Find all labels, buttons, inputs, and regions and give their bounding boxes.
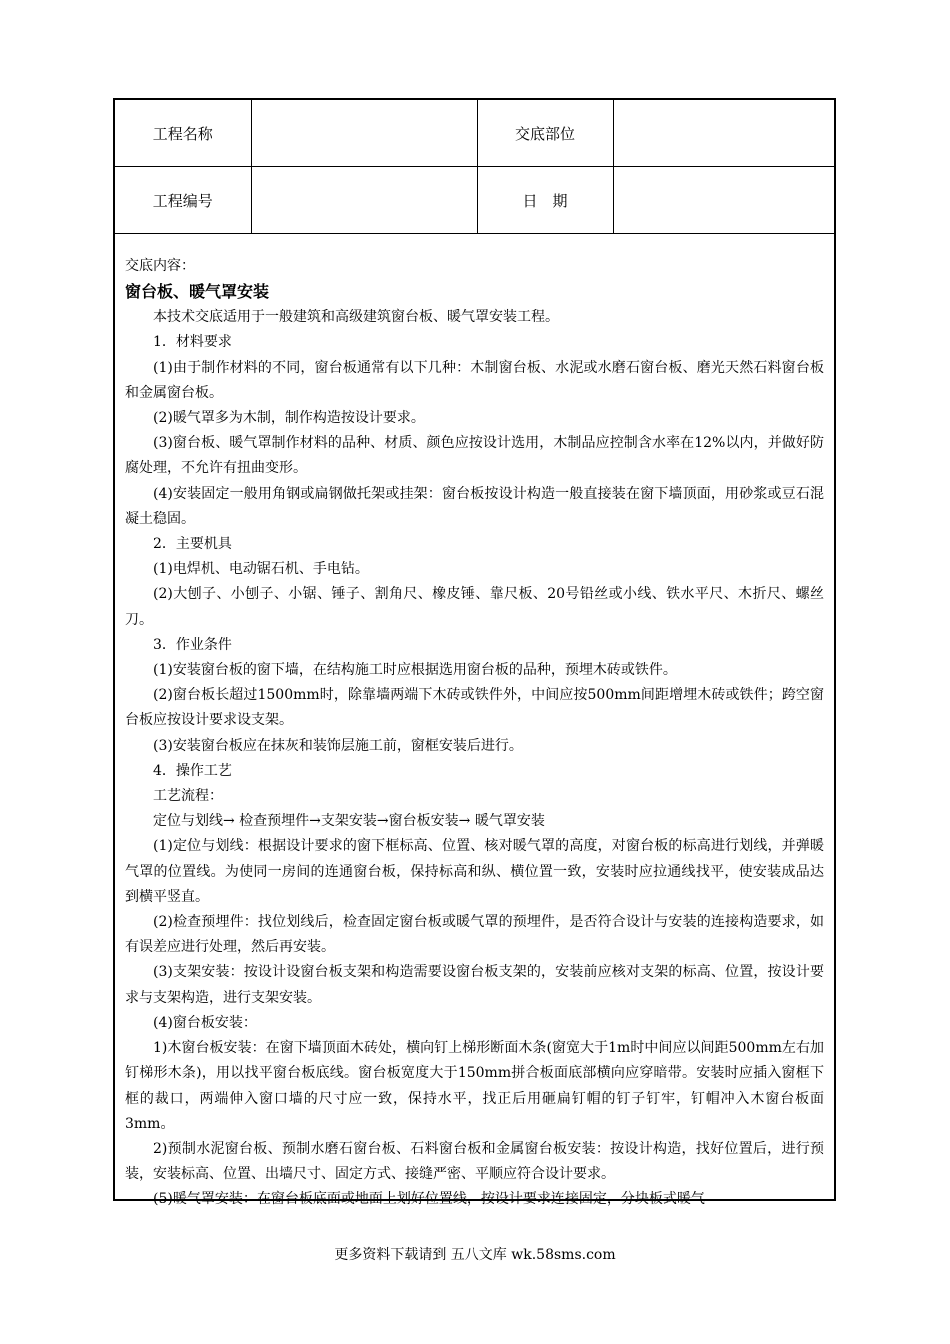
project-no-value <box>251 167 477 234</box>
process-flow: 定位与划线→ 检查预埋件→支架安装→窗台板安装→ 暖气罩安装 <box>153 813 545 830</box>
paragraph: (2)窗台板长超过1500mm时，除靠墙两端下木砖或铁件外，中间应按500mm间距增埋木砖或铁件；跨空窗台板应按设计要求设支架。 <box>125 687 824 729</box>
section-heading: 4．操作工艺 <box>153 762 232 779</box>
date-value <box>613 167 834 234</box>
paragraph: (4)安装固定一般用角钢或扁钢做托架或挂架：窗台板按设计构造一般直接装在窗下墙顶面，用砂浆或豆石混凝土稳固。 <box>125 485 824 527</box>
paragraph: (2)暖气罩多为木制，制作构造按设计要求。 <box>153 410 425 427</box>
project-no-label: 工程编号 <box>115 167 251 234</box>
handover-content <box>115 234 834 1213</box>
paragraph: (1)定位与划线：根据设计要求的窗下框标高、位置、核对暖气罩的高度，对窗台板的标高进行划线，并弹暖气罩的位置线。为使同一房间的连通窗台板，保持标高和纵、横位置一致，安装时应拉通线找平，使安装成品达到横平竖直。 <box>125 838 824 905</box>
section-heading: 2．主要机具 <box>153 536 232 553</box>
paragraph: (3)安装窗台板应在抹灰和装饰层施工前，窗框安装后进行。 <box>153 737 523 754</box>
paragraph: 1)木窗台板安装：在窗下墙顶面木砖处，横向钉上梯形断面木条(窗宽大于1m时中间应以间距500mm左右加钉梯形木条)，用以找平窗台板底线。窗台板宽度大于150mm拼合板面底部横向应穿暗带。安装时应插入窗框下框的裁口，两端伸入窗口墙的尺寸应一致，保持水平，找正后用砸扁钉帽的钉子钉牢，钉帽冲入木窗台板面3mm。 <box>125 1040 824 1132</box>
paragraph: (1)电焊机、电动锯石机、手电钻。 <box>153 561 369 578</box>
date-label: 日 期 <box>477 167 613 234</box>
paragraph: (4)窗台板安装： <box>153 1014 257 1031</box>
handover-part-label: 交底部位 <box>477 100 613 167</box>
paragraph: 本技术交底适用于一般建筑和高级建筑窗台板、暖气罩安装工程。 <box>153 309 559 326</box>
paragraph: 2)预制水泥窗台板、预制水磨石窗台板、石料窗台板和金属窗台板安装：按设计构造，找好位置后，进行预装，安装标高、位置、出墙尺寸、固定方式、接缝严密、平顺应符合设计要求。 <box>125 1140 824 1183</box>
paragraph: 工艺流程： <box>153 788 223 805</box>
footer-text: 更多资料下载请到 五八文库 wk.58sms.com <box>334 1247 616 1263</box>
paragraph: (2)检查预埋件：找位划线后，检查固定窗台板或暖气罩的预埋件，是否符合设计与安装的连接构造要求，如有误差应进行处理，然后再安装。 <box>125 914 824 956</box>
section-heading: 3．作业条件 <box>153 636 232 653</box>
handover-form <box>113 98 836 1208</box>
paragraph: (3)窗台板、暖气罩制作材料的品种、材质、颜色应按设计选用，木制品应控制含水率在12%以内，并做好防腐处理，不允许有扭曲变形。 <box>125 435 824 477</box>
paragraph: (3)支架安装：按设计设窗台板支架和构造需要设窗台板支架的，安装前应核对支架的标高、位置，按设计要求与支架构造，进行支架安装。 <box>125 964 824 1006</box>
project-name-value <box>251 100 477 167</box>
document-title: 窗台板、暖气罩安装 <box>125 282 270 302</box>
section-heading: 1．材料要求 <box>153 334 232 351</box>
paragraph: (1)由于制作材料的不同，窗台板通常有以下几种：木制窗台板、水泥或水磨石窗台板、磨光天然石料窗台板和金属窗台板。 <box>125 359 824 401</box>
project-name-label: 工程名称 <box>115 100 251 167</box>
paragraph: (5)暖气罩安装：在窗台板底面或地面上划好位置线，按设计要求连接固定，分块板式暖气 <box>153 1191 705 1208</box>
header-table <box>115 100 834 234</box>
paragraph: (2)大刨子、小刨子、小锯、锤子、割角尺、橡皮锤、靠尺板、20号铅丝或小线、铁水平尺、木折尺、螺丝刀。 <box>125 586 824 628</box>
handover-part-value <box>613 100 834 167</box>
content-label: 交底内容： <box>125 258 195 274</box>
paragraph: (1)安装窗台板的窗下墙，在结构施工时应根据选用窗台板的品种，预埋木砖或铁件。 <box>153 662 677 679</box>
